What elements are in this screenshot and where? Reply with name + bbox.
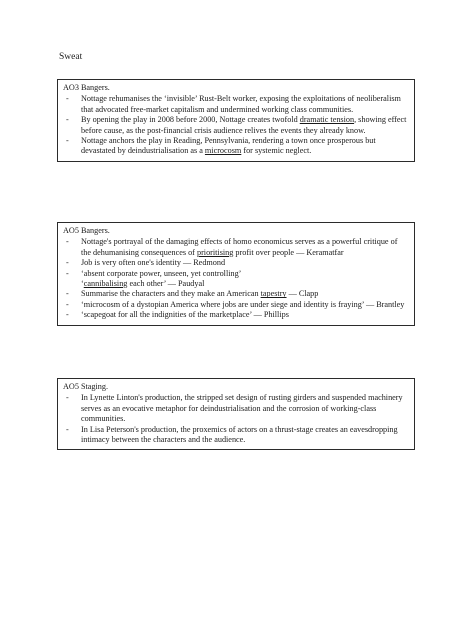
text-run: Nottage anchors the play in Reading, Pennsylvania, rendering a town once prosperous but devastated by deindustrialisation as a: [81, 136, 376, 156]
text-run: Job is very often one's identity — Redmond: [81, 258, 226, 268]
dash-bullet-icon: -: [66, 289, 69, 299]
section-heading: AO3 Bangers.: [63, 83, 110, 92]
text-run: profit over people — Keramatfar: [233, 247, 344, 257]
underlined-term: microcosm: [204, 146, 242, 156]
bullet-list: [63, 94, 409, 156]
bullet-continuation: [81, 279, 409, 289]
underlined-term: tapestry: [260, 289, 287, 299]
bullet-item: [63, 94, 409, 115]
underlined-term: dramatic tension: [299, 115, 355, 125]
dash-bullet-icon: -: [66, 237, 69, 247]
dash-bullet-icon: -: [66, 136, 69, 146]
text-run: each other’ — Paudyal: [127, 279, 205, 289]
bullet-item: [63, 269, 409, 290]
bullet-item: [63, 115, 409, 136]
dash-bullet-icon: -: [66, 115, 69, 125]
bullet-item: [63, 289, 409, 299]
bullet-list: [63, 393, 409, 445]
section-heading: AO5 Bangers.: [63, 226, 110, 235]
dash-bullet-icon: -: [66, 268, 69, 278]
text-run: In Lynette Linton's production, the stripped set design of rusting girders and suspended machinery serves as an evocative metaphor for deindustrialisation and the corrosion of working-class communities.: [81, 393, 403, 424]
text-run: for systemic neglect.: [241, 146, 312, 156]
text-run: By opening the play in 2008 before 2000, Nottage creates twofold: [81, 115, 300, 125]
underlined-term: cannibalising: [83, 279, 128, 289]
ao3-bangers-box: [57, 79, 415, 162]
bullet-item: [63, 310, 409, 320]
text-run: ‘absent corporate power, unseen, yet controlling’: [81, 268, 242, 278]
ao5-bangers-box: [57, 222, 415, 326]
dash-bullet-icon: -: [66, 258, 69, 268]
bullet-item: [63, 393, 409, 424]
bullet-item: [63, 237, 409, 258]
text-run: , showing effect before cause, as the post-financial crisis audience relives the events they already know.: [81, 115, 407, 135]
underlined-term: prioritising: [196, 247, 234, 257]
text-run: Nottage rehumanises the ‘invisible’ Rust-Belt worker, exposing the exploitations of neoliberalism that advocated free-market capitalism and undermined working class communities.: [81, 94, 401, 114]
text-run: ‘microcosm of a dystopian America where jobs are under siege and identity is fraying’ — Brantley: [81, 299, 405, 309]
document-title: Sweat: [59, 52, 83, 62]
text-run: — Clapp: [286, 289, 319, 299]
dash-bullet-icon: -: [66, 299, 69, 309]
bullet-item: [63, 425, 409, 446]
dash-bullet-icon: -: [66, 393, 69, 403]
bullet-list: [63, 237, 409, 320]
dash-bullet-icon: -: [66, 94, 69, 104]
bullet-item: [63, 136, 409, 157]
text-run: Nottage's portrayal of the damaging effects of homo economicus serves as a powerful critique of the dehumanising consequences of: [81, 237, 398, 257]
bullet-item: [63, 300, 409, 310]
ao5-staging-box: [57, 378, 415, 450]
dash-bullet-icon: -: [66, 310, 69, 320]
text-run: Summarise the characters and they make an American: [81, 289, 261, 299]
dash-bullet-icon: -: [66, 424, 69, 434]
section-heading: AO5 Staging.: [63, 382, 109, 391]
bullet-item: [63, 258, 409, 268]
text-run: ‘: [81, 279, 84, 289]
text-run: ‘scapegoat for all the indignities of the marketplace’ — Phillips: [81, 310, 289, 320]
text-run: In Lisa Peterson's production, the proxemics of actors on a thrust-stage creates an eavesdropping intimacy between the characters and the audience.: [81, 424, 398, 445]
